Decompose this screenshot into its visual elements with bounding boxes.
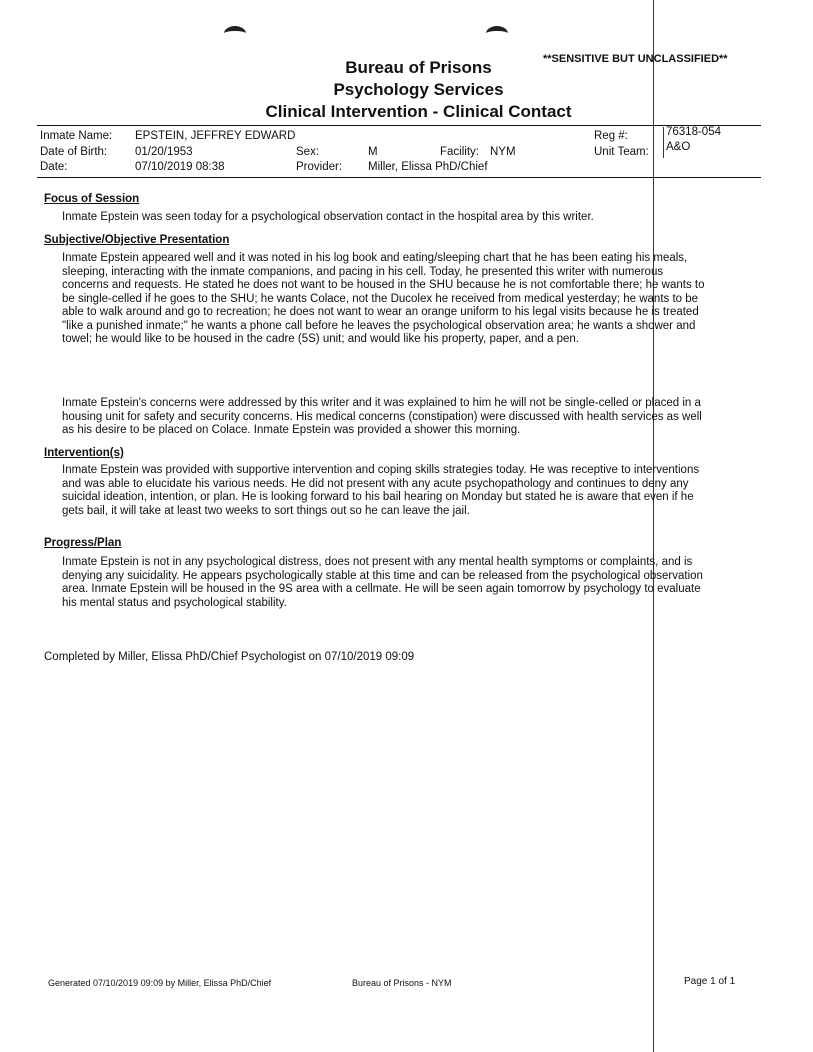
inmate-name-label: Inmate Name: <box>40 130 113 142</box>
dob-value: 01/20/1953 <box>135 146 193 158</box>
progress-text: Inmate Epstein is not in any psychological distress, does not present with any mental health symptoms or complaints, and is denying any suicidality. He appears psychologically stable at this time and can be released from the psychological observation area. Inmate Epstein will be housed in the 9S area with a cellmate. He will be seen again tomorrow by psychology to evaluate his mental status and psychological stability. <box>62 556 703 609</box>
focus-text: Inmate Epstein was seen today for a psychological observation contact in the hospital area by this writer. <box>62 211 594 223</box>
provider-value: Miller, Elissa PhD/Chief <box>368 161 488 173</box>
date-label: Date: <box>40 161 68 173</box>
dob-label: Date of Birth: <box>40 146 108 158</box>
intervention-heading: Intervention(s) <box>44 447 124 459</box>
scan-vertical-line <box>653 0 654 1052</box>
subjective-text-1: Inmate Epstein appeared well and it was noted in his log book and eating/sleeping chart that he has been eating his meals, sleeping, interacting with the inmate companions, and pacing in his cell. Today, he presented this writer with numerous concerns and requests. He stated he does not want to be housed in the SHU because he is not comfortable there; he wants to be single-celled if he goes to the SHU; he wants Colace, not the Ducolex he received from medical yesterday; he wants to be able to walk around and go to recreation; he does not want to wear an orange uniform to his legal visits because he is treated "like a punished inmate;" he wants a phone call before he leaves the psychological observation area; he wants a shower and towel; he would like to be housed in the cadre (5S) unit; and would like his property, paper, and a pen. <box>62 252 705 345</box>
footer-page-number: Page 1 of 1 <box>684 976 736 987</box>
sex-value: M <box>368 146 378 158</box>
reg-label: Reg #: <box>594 130 628 142</box>
header-bottom-rule <box>37 177 761 178</box>
reg-value: 76318-054 <box>666 126 721 138</box>
punch-hole-mark-left <box>224 26 246 41</box>
subjective-heading: Subjective/Objective Presentation <box>44 234 230 246</box>
punch-hole-mark-right <box>486 26 508 41</box>
agency-title: Bureau of Prisons <box>345 58 492 77</box>
subjective-text-2: Inmate Epstein's concerns were addressed by this writer and it was explained to him he will not be single-celled or placed in a housing unit for safety and security concerns. His medical concerns (constipation) were discussed with health services as well as his desire to be placed on Colace. Inmate Epstein was provided a shower this morning. <box>62 397 702 436</box>
facility-value: NYM <box>490 146 516 158</box>
sex-label: Sex: <box>296 146 320 158</box>
progress-heading: Progress/Plan <box>44 537 122 549</box>
footer-generated: Generated 07/10/2019 09:09 by Miller, Elissa PhD/Chief <box>48 978 272 988</box>
form-title: Clinical Intervention - Clinical Contact <box>265 102 572 121</box>
date-value: 07/10/2019 08:38 <box>135 161 225 173</box>
footer-location: Bureau of Prisons - NYM <box>352 978 452 988</box>
intervention-text: Inmate Epstein was provided with supportive intervention and coping skills strategies today. He was receptive to interventions and was able to elucidate his various needs. He did not present with any acute psychopathology and continues to deny any suicidal ideation, intention, or plan. He is looking forward to his bail hearing on Monday but stated he is aware that even if he gets bail, it will take at least two weeks to sort things out so he can leave the jail. <box>62 464 700 517</box>
inmate-name-value: EPSTEIN, JEFFREY EDWARD <box>135 130 296 142</box>
unit-team-value: A&O <box>666 141 691 153</box>
table-divider-line <box>663 127 664 158</box>
completed-by-line: Completed by Miller, Elissa PhD/Chief Psychologist on 07/10/2019 09:09 <box>44 651 415 663</box>
provider-label: Provider: <box>296 161 343 173</box>
focus-heading: Focus of Session <box>44 193 140 205</box>
unit-team-label: Unit Team: <box>594 146 649 158</box>
department-title: Psychology Services <box>333 80 504 99</box>
sensitivity-marking: **SENSITIVE BUT UNCLASSIFIED** <box>543 53 728 65</box>
facility-label: Facility: <box>440 146 479 158</box>
header-top-rule <box>37 125 761 126</box>
